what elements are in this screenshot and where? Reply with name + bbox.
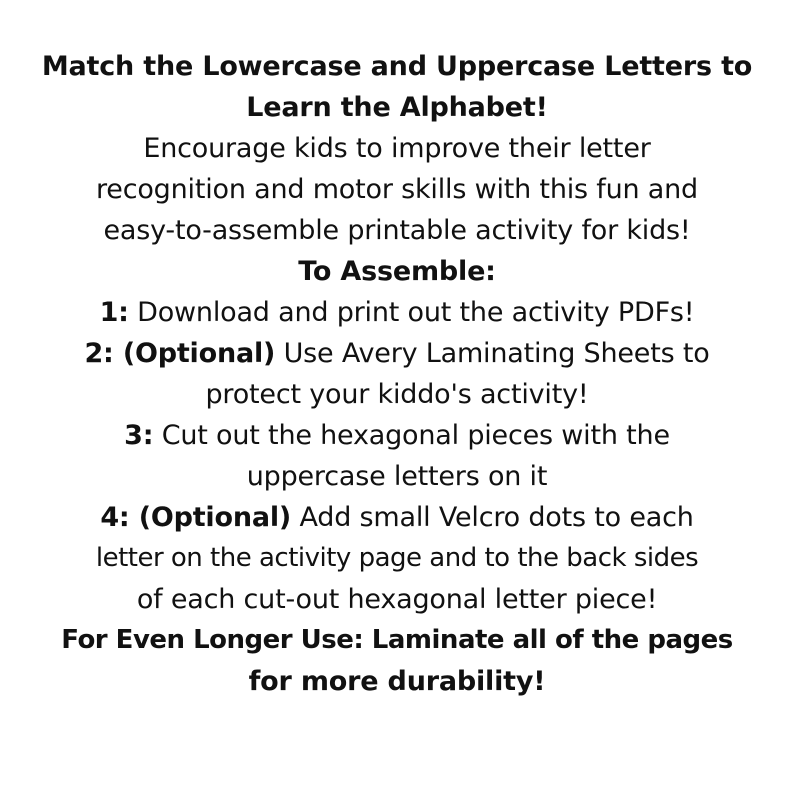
step-4 <box>30 497 764 538</box>
step-2-label: 2: (Optional) <box>84 338 276 369</box>
step-4-text: Add small Velcro dots to each <box>299 502 694 533</box>
step-3-label: 3: <box>124 420 154 451</box>
step-4-continued-1: letter on the activity page and to the back sides <box>95 543 699 573</box>
title-line-2: Learn the Alphabet! <box>246 92 548 123</box>
step-4-continued-2: of each cut-out hexagonal letter piece! <box>136 584 658 615</box>
step-3 <box>30 415 764 456</box>
title-line-1: Match the Lowercase and Uppercase Letters to <box>41 51 753 82</box>
step-1 <box>30 292 764 333</box>
intro-line-3: easy-to-assemble printable activity for kids! <box>103 215 691 246</box>
step-2-text: Use Avery Laminating Sheets to <box>283 338 710 369</box>
intro-line-2: recognition and motor skills with this fun and <box>95 174 698 205</box>
instructions-document <box>30 46 764 702</box>
assemble-heading: To Assemble: <box>298 256 496 287</box>
step-2-continued: protect your kiddo's activity! <box>205 379 589 410</box>
step-1-text: Download and print out the activity PDFs! <box>137 297 695 328</box>
step-2 <box>30 333 764 374</box>
step-1-label: 1: <box>99 297 129 328</box>
step-3-text: Cut out the hexagonal pieces with the <box>161 420 670 451</box>
intro-line-1: Encourage kids to improve their letter <box>143 133 651 164</box>
step-4-label: 4: (Optional) <box>100 502 292 533</box>
closing-line-1: For Even Longer Use: Laminate all of the pages <box>61 625 733 655</box>
closing-line-2: for more durability! <box>248 666 546 697</box>
step-3-continued: uppercase letters on it <box>246 461 548 492</box>
